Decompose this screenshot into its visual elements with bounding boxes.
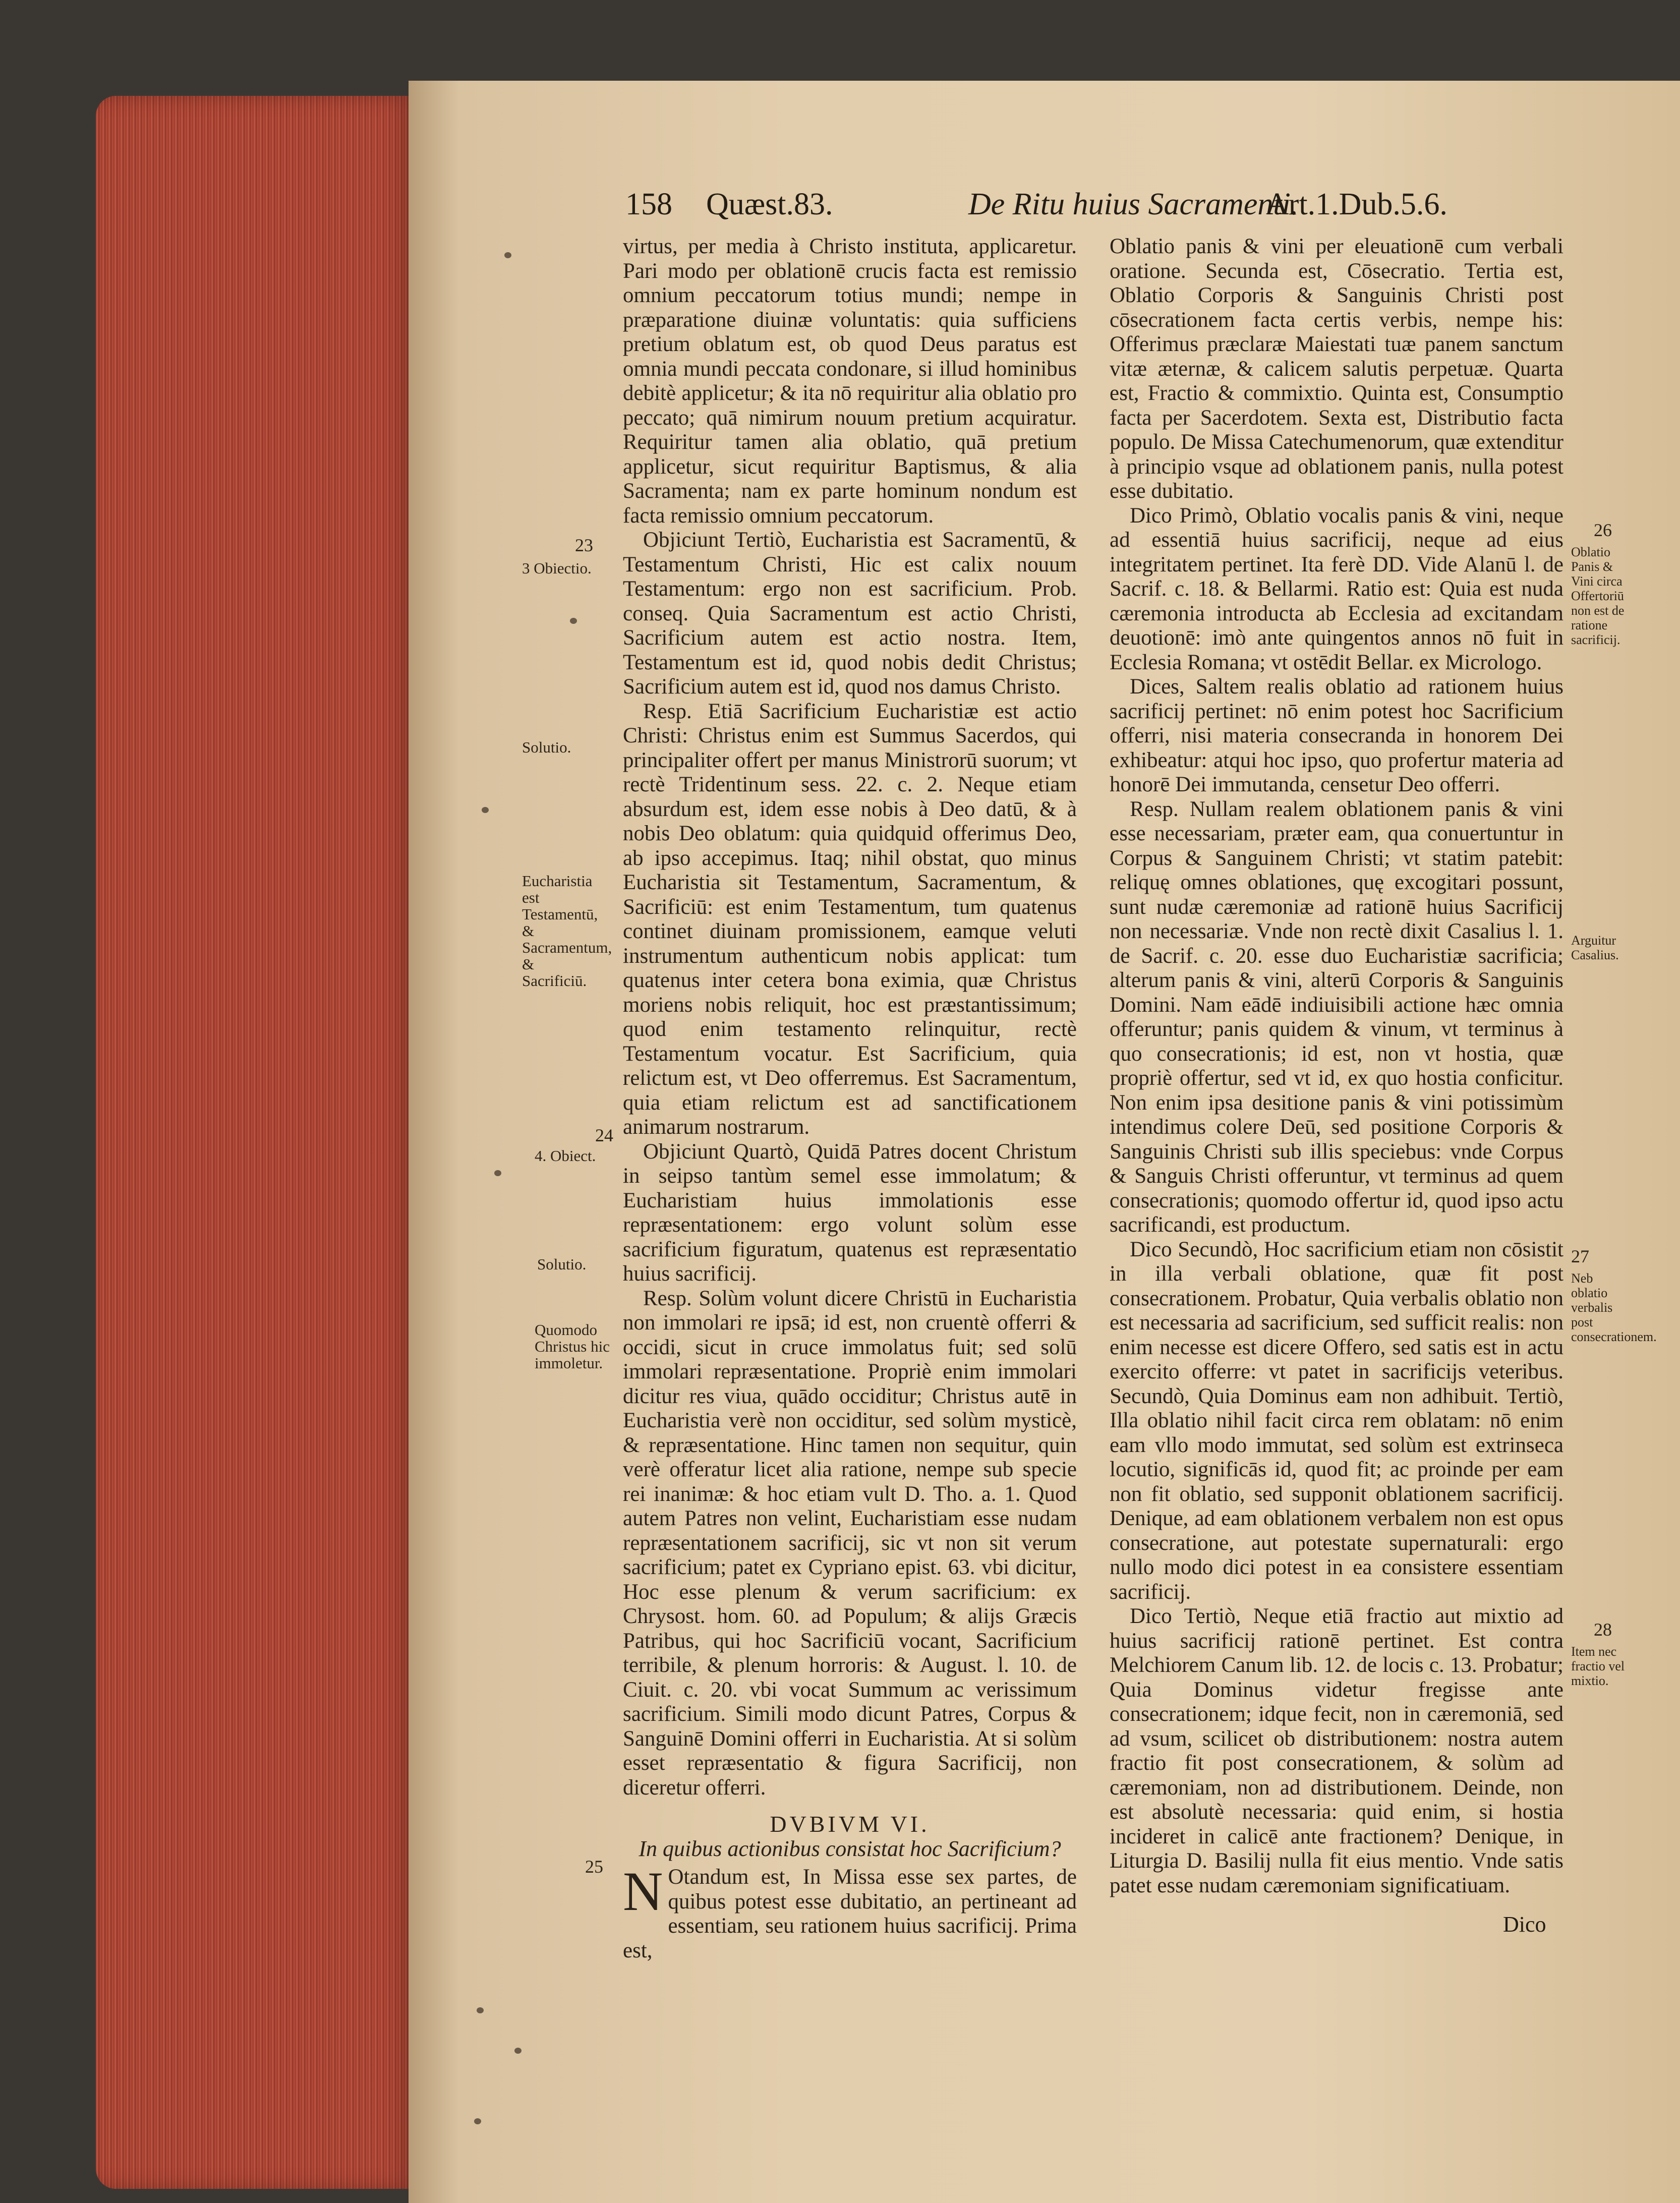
margin-number: 27	[1571, 1246, 1589, 1266]
paragraph: Dico Primò, Oblatio vocalis panis & vini, neque ad essentiā huius sacrificij, neque ad eius integritatem pertinet. Ita ferè DD. Vide Alanū l. de Sacrif. c. 18. & Bellarmi. Ratio est: Quia est nuda cæremonia introducta ab Ecclesia ad excitandam deuotionē: imò ante quingentos annos nō fuit in Ecclesia Romana; vt ostēdit Bellar. ex Micrologo.	[1110, 503, 1563, 674]
foxing-spot	[504, 252, 511, 258]
left-column	[623, 235, 1077, 1963]
article-label: Art.1.Dub.5.6.	[1266, 187, 1447, 221]
margin-number: 28	[1594, 1619, 1612, 1640]
dubium-paragraph	[623, 1861, 1077, 1963]
paragraph: Dices, Saltem realis oblatio ad rationem huius sacrificij pertinet: nō enim potest hoc Sacrificium offerri, nisi materia consecranda in honorem Dei exhibeatur: atqui hoc ipso, quo profertur materia ad honorē Dei immutanda, censetur Deo offerri.	[1110, 675, 1563, 796]
foxing-spot	[514, 2048, 522, 2054]
paragraph: Dico Tertiò, Neque etiā fractio aut mixtio ad huius sacrificij rationē pertinet. Est contra Melchiorem Canum lib. 12. de locis c. 13. Probatur; Quia Dominus videtur fregisse ante consecrationem; idque fecit, non in cæremoniā, sed ad vsum, scilicet ob distributionem: nostra autem fractio fit post consecrationem, & solùm ad cæremoniam, non ad distributionem. Deinde, non est absolutè necessaria: quid enim, si hostia incideret in calicē ante fractionem? Denique, in Liturgia D. Basilij nulla fit eius mentio. Vnde satis patet esse nudam cæremoniam significatiuam.	[1110, 1604, 1563, 1897]
paragraph: virtus, per media à Christo instituta, applicaretur. Pari modo per oblationē crucis facta est remissio omnium peccatorum totius mundi; nempe in præparatione diuinæ voluntatis: quia sufficiens pretium oblatum est, ob quod Deus paratus est omnia mundi peccata condonare, si illud hominibus debitè applicetur; & ita nō requiritur alia oblatio pro peccato; quā nimirum nouum pretium acquiratur. Requiritur tamen alia oblatio, quā pretium applicetur, sicut requiritur Baptismus, & alia Sacramenta; nam ex parte hominum nondum est facta remissio omnium peccatorum.	[623, 235, 1077, 528]
margin-note: Solutio.	[537, 1255, 587, 1273]
dubium-text: Otandum est, In Missa esse sex partes, de quibus potest esse dubitatio, an pertineant ad essentiam, seu rationem huius sacrificij. Prima est,	[623, 1865, 1077, 1962]
margin-note: Neb oblatio verbalis post consecrationem.	[1571, 1271, 1657, 1344]
page-edges	[96, 96, 419, 2189]
paragraph: Objiciunt Quartò, Quidā Patres docent Christum in seipso tantùm semel esse immolatum; & Eucharistiam huius immolationis esse repræsentationem: ergo volunt solùm esse sacrificium figuratum, quatenus est repræsentatio huius sacrificij.	[623, 1139, 1077, 1286]
paragraph: Oblatio panis & vini per eleuationē cum verbali oratione. Secunda est, Cōsecratio. Tertia est, Oblatio Corporis & Sanguinis Christi post cōsecrationem facta certis verbis, nempe his: Offerimus præclaræ Maiestati tuæ panem sanctum vitæ æternæ, & calicem salutis perpetuæ. Quarta est, Fractio & commixtio. Quinta est, Consumptio facta per Sacerdotem. Sexta est, Distributio facta populo. De Missa Catechumenorum, quæ extenditur à principio vsque ad oblationem panis, nulla potest esse dubitatio.	[1110, 235, 1563, 503]
foxing-spot	[477, 2007, 484, 2013]
dubium-heading: DVBIVM VI.	[770, 1811, 930, 1837]
margin-note: 3 Obiectio.	[522, 559, 592, 577]
margin-note: Quomodo Christus hic immoletur.	[535, 1321, 610, 1372]
margin-note: Arguitur Casalius.	[1571, 933, 1619, 962]
page-number: 158	[625, 187, 672, 221]
dubium-question: In quibus actionibus consistat hoc Sacrificium?	[639, 1836, 1061, 1861]
paragraph: Resp. Solùm volunt dicere Christū in Eucharistia non immolari re ipsā; id est, non cruentè offerri & occidi, sicut in cruce immolatus fuit; sed solū immolari repræsentatione. Propriè enim immolari dicitur res viua, quādo occiditur; Christus autē in Eucharistia verè non occiditur, sed solùm mysticè, & repræsentatione. Hinc tamen non sequitur, quin verè offeratur licet alia ratione, nempe sub specie rei inanimæ: & hoc etiam vult D. Tho. a. 1. Quod autem Patres non velint, Eucharistiam esse nudam repræsentationem sacrificij, sic vt non sit verum sacrificium; patet ex Cypriano epist. 63. vbi dicitur, Hoc esse plenum & verum sacrificium: ex Chrysost. hom. 60. ad Populum; & alijs Græcis Patribus, qui hoc Sacrificiū vocant, Sacrificium terribile, & plenum horroris: & August. l. 10. de Ciuit. c. 20. vbi vocat Summum ac verissimum sacrificium. Simili modo dicunt Patres, Corpus & Sanguinē Domini offerri in Eucharistia. At si solùm esset repræsentatio & figura Sacrificij, non diceretur offerri.	[623, 1286, 1077, 1800]
margin-note: Oblatio Panis & Vini circa Offertoriū non est de ratione sacrificij.	[1571, 545, 1625, 647]
paragraph: Objiciunt Tertiò, Eucharistia est Sacramentū, & Testamentum Christi, Hic est calix nouum Testamentum: ergo non est sacrificium. Prob. conseq. Quia Sacramentum est actio Christi, Sacrificium autem est actio nostra. Item, Testamentum est id, quod nobis dedit Christus; Sacrificium autem est id, quod nos damus Christo.	[623, 528, 1077, 699]
foxing-spot	[570, 618, 577, 624]
margin-number: 26	[1594, 520, 1612, 540]
catchword: Dico	[1503, 1912, 1546, 1937]
foxing-spot	[494, 1170, 501, 1176]
margin-note: 4. Obiect.	[535, 1147, 596, 1165]
foxing-spot	[474, 2118, 481, 2124]
margin-number: 24	[595, 1125, 613, 1145]
paragraph: Dico Secundò, Hoc sacrificium etiam non cōsistit in illa verbali oblatione, quæ fit post consecrationem. Probatur, Quia verbalis oblatio non est necessaria ad sacrificium, sed sufficit realis: non enim necesse est dicere Offero, sed satis est in actu exercito offerre: vt patet in sacrificijs veteribus. Secundò, Quia Dominus eam non adhibuit. Tertiò, Illa oblatio nihil facit circa rem oblatam: nō enim eam vllo modo immutat, sed solùm est extrinseca locutio, significās id, quod fit; ac proinde per eam non fit oblatio, sed supponit oblationem sacrificij. Denique, ad eam oblationem verbalem non est opus consecratione, aut potestate supernaturali: ergo nullo modo dici potest in ea consistere essentiam sacrificij.	[1110, 1237, 1563, 1604]
running-head	[625, 187, 1473, 232]
margin-number: 25	[585, 1857, 603, 1877]
margin-note: Eucharistia est Testamentū, & Sacramentum, & Sacrificiū.	[522, 872, 612, 990]
drop-cap: N	[623, 1861, 663, 1922]
right-column	[1110, 235, 1563, 1898]
margin-number: 23	[575, 535, 593, 555]
margin-note: Item nec fractio vel mixtio.	[1571, 1644, 1625, 1688]
section-title: De Ritu huius Sacramenti.	[968, 187, 1299, 221]
paragraph: Resp. Nullam realem oblationem panis & vini esse necessariam, præter eam, qua conuertuntur in Corpus & Sanguinem Christi; vt statim patebit: reliquę omnes oblationes, quę excogitari possunt, sunt nudæ cæremoniæ ad rationē huius Sacrificij non necessariæ. Vnde non rectè dixit Casalius l. 1. de Sacrif. c. 20. esse duo Eucharistiæ sacrificia; alterum panis & vini, alterū Corporis & Sanguinis Domini. Nam eādē indiuisibili actione hæc omnia offeruntur; panis quidem & vinum, vt terminus à quo consecrationis; id est, non vt hostia, quæ propriè offertur, sed vt id, ex quo hostia conficitur. Non enim ipsa desitione panis & vini potissimùm intendimus colere Deū, sed positione Corporis & Sanguinis Christi sub illis speciebus: vnde Corpus & Sanguis Christi offeruntur, vt terminus ad quem consecrationis; quomodo offertur id, quod ipso actu sacrificandi, est productum.	[1110, 797, 1563, 1237]
paragraph: Resp. Etiā Sacrificium Eucharistiæ est actio Christi: Christus enim est Summus Sacerdos, qui principaliter offert per manus Ministrorū suorum; vt rectè Tridentinum sess. 22. c. 2. Neque etiam absurdum est, idem esse nobis à Deo datū, & à nobis Deo oblatum: quia quidquid offerimus Deo, ab ipso accepimus. Itaq; nihil obstat, quo minus Eucharistia sit Testamentum, Sacramentum, & Sacrificiū: est enim Testamentum, tum quatenus continet diuinam promissionem, eamque veluti instrumentum authenticum nobis applicat: tum quatenus inter cetera bona eximia, quæ Christus moriens nobis reliquit, hoc est præstantissimum; quod enim testamento relinquitur, rectè Testamentum vocatur. Est Sacrificium, quia relictum est, vt Deo offerremus. Est Sacramentum, quia etiam relictum est ad sanctificationem animarum nostrarum.	[623, 699, 1077, 1139]
foxing-spot	[482, 807, 489, 813]
question-label: Quæst.83.	[706, 187, 833, 221]
margin-note: Solutio.	[522, 738, 571, 756]
